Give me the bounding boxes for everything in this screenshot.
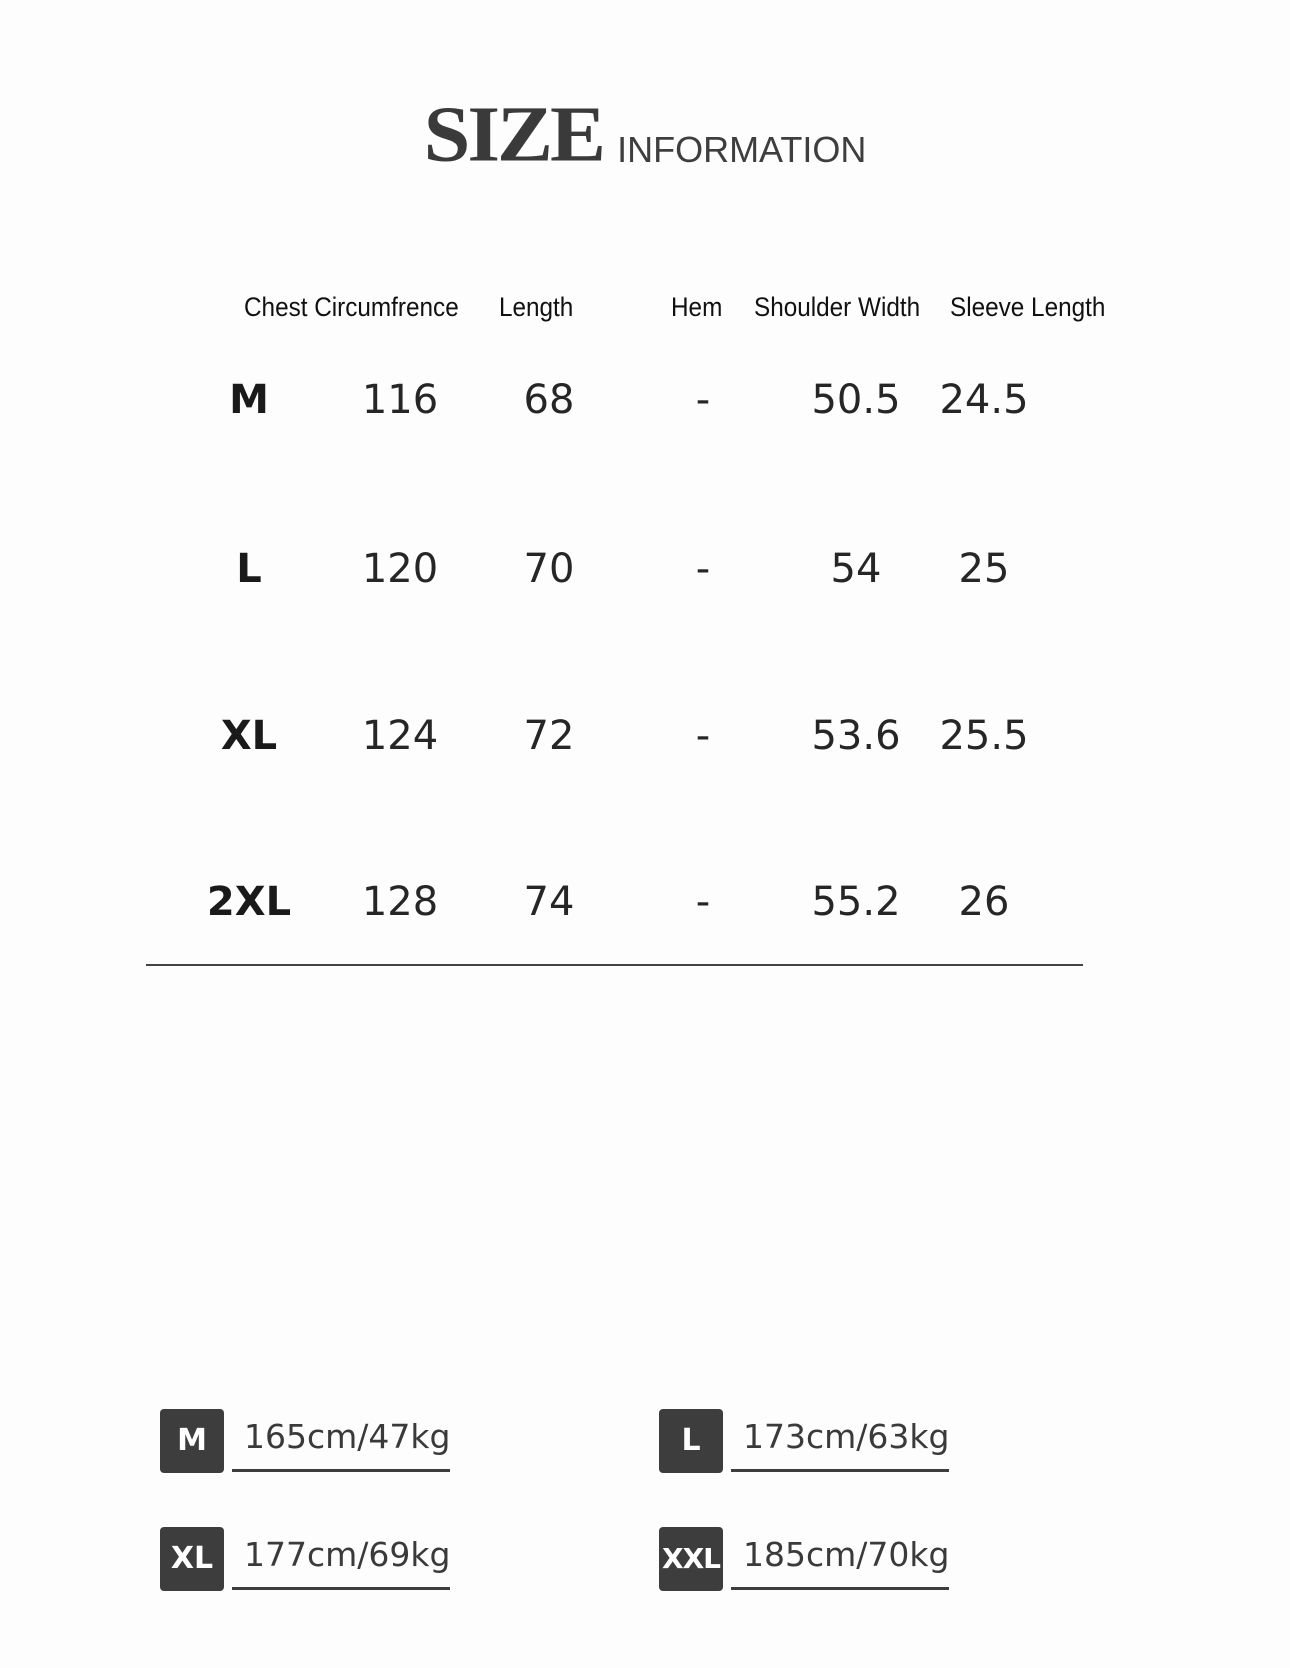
table-divider bbox=[146, 964, 1083, 966]
row-size: 2XL bbox=[206, 879, 292, 925]
title-main: SIZE bbox=[423, 90, 604, 179]
reference-item bbox=[160, 1409, 470, 1475]
header-hem: Hem bbox=[671, 292, 723, 322]
reference-underline bbox=[232, 1469, 450, 1472]
sleeve-value: 25 bbox=[958, 546, 1010, 592]
length-value: 68 bbox=[523, 377, 575, 423]
header-sleeve-length: Sleeve Length bbox=[950, 292, 1106, 322]
reference-size-badge: XXL bbox=[659, 1527, 723, 1591]
row-size: L bbox=[236, 546, 262, 592]
reference-height-weight: 185cm/70kg bbox=[743, 1535, 950, 1574]
length-value: 74 bbox=[523, 879, 575, 925]
header-chest-circumference: Chest Circumfrence bbox=[244, 292, 459, 322]
chest-value: 128 bbox=[361, 879, 439, 925]
reference-size-badge: XL bbox=[160, 1527, 224, 1591]
sleeve-value: 26 bbox=[958, 879, 1010, 925]
sleeve-value: 25.5 bbox=[939, 713, 1029, 759]
chest-value: 120 bbox=[361, 546, 439, 592]
reference-underline bbox=[232, 1587, 450, 1590]
reference-underline bbox=[731, 1469, 949, 1472]
reference-size-badge: L bbox=[659, 1409, 723, 1473]
shoulder-value: 54 bbox=[830, 546, 882, 592]
header-length: Length bbox=[499, 292, 574, 322]
row-size: XL bbox=[220, 713, 278, 759]
reference-height-weight: 173cm/63kg bbox=[743, 1417, 950, 1456]
hem-value: - bbox=[695, 879, 711, 925]
chest-value: 124 bbox=[361, 713, 439, 759]
reference-item bbox=[160, 1527, 470, 1593]
shoulder-value: 53.6 bbox=[811, 713, 901, 759]
hem-value: - bbox=[695, 377, 711, 423]
reference-height-weight: 177cm/69kg bbox=[244, 1535, 451, 1574]
length-value: 70 bbox=[523, 546, 575, 592]
hem-value: - bbox=[695, 546, 711, 592]
reference-underline bbox=[731, 1587, 949, 1590]
shoulder-value: 55.2 bbox=[811, 879, 901, 925]
hem-value: - bbox=[695, 713, 711, 759]
reference-size-badge: M bbox=[160, 1409, 224, 1473]
sleeve-value: 24.5 bbox=[939, 377, 1029, 423]
size-information-title bbox=[0, 86, 1290, 183]
row-size: M bbox=[229, 377, 269, 423]
reference-item bbox=[659, 1527, 969, 1593]
shoulder-value: 50.5 bbox=[811, 377, 901, 423]
length-value: 72 bbox=[523, 713, 575, 759]
reference-item bbox=[659, 1409, 969, 1475]
title-sub: INFORMATION bbox=[617, 129, 867, 170]
header-shoulder-width: Shoulder Width bbox=[754, 292, 921, 322]
chest-value: 116 bbox=[361, 377, 439, 423]
reference-height-weight: 165cm/47kg bbox=[244, 1417, 451, 1456]
